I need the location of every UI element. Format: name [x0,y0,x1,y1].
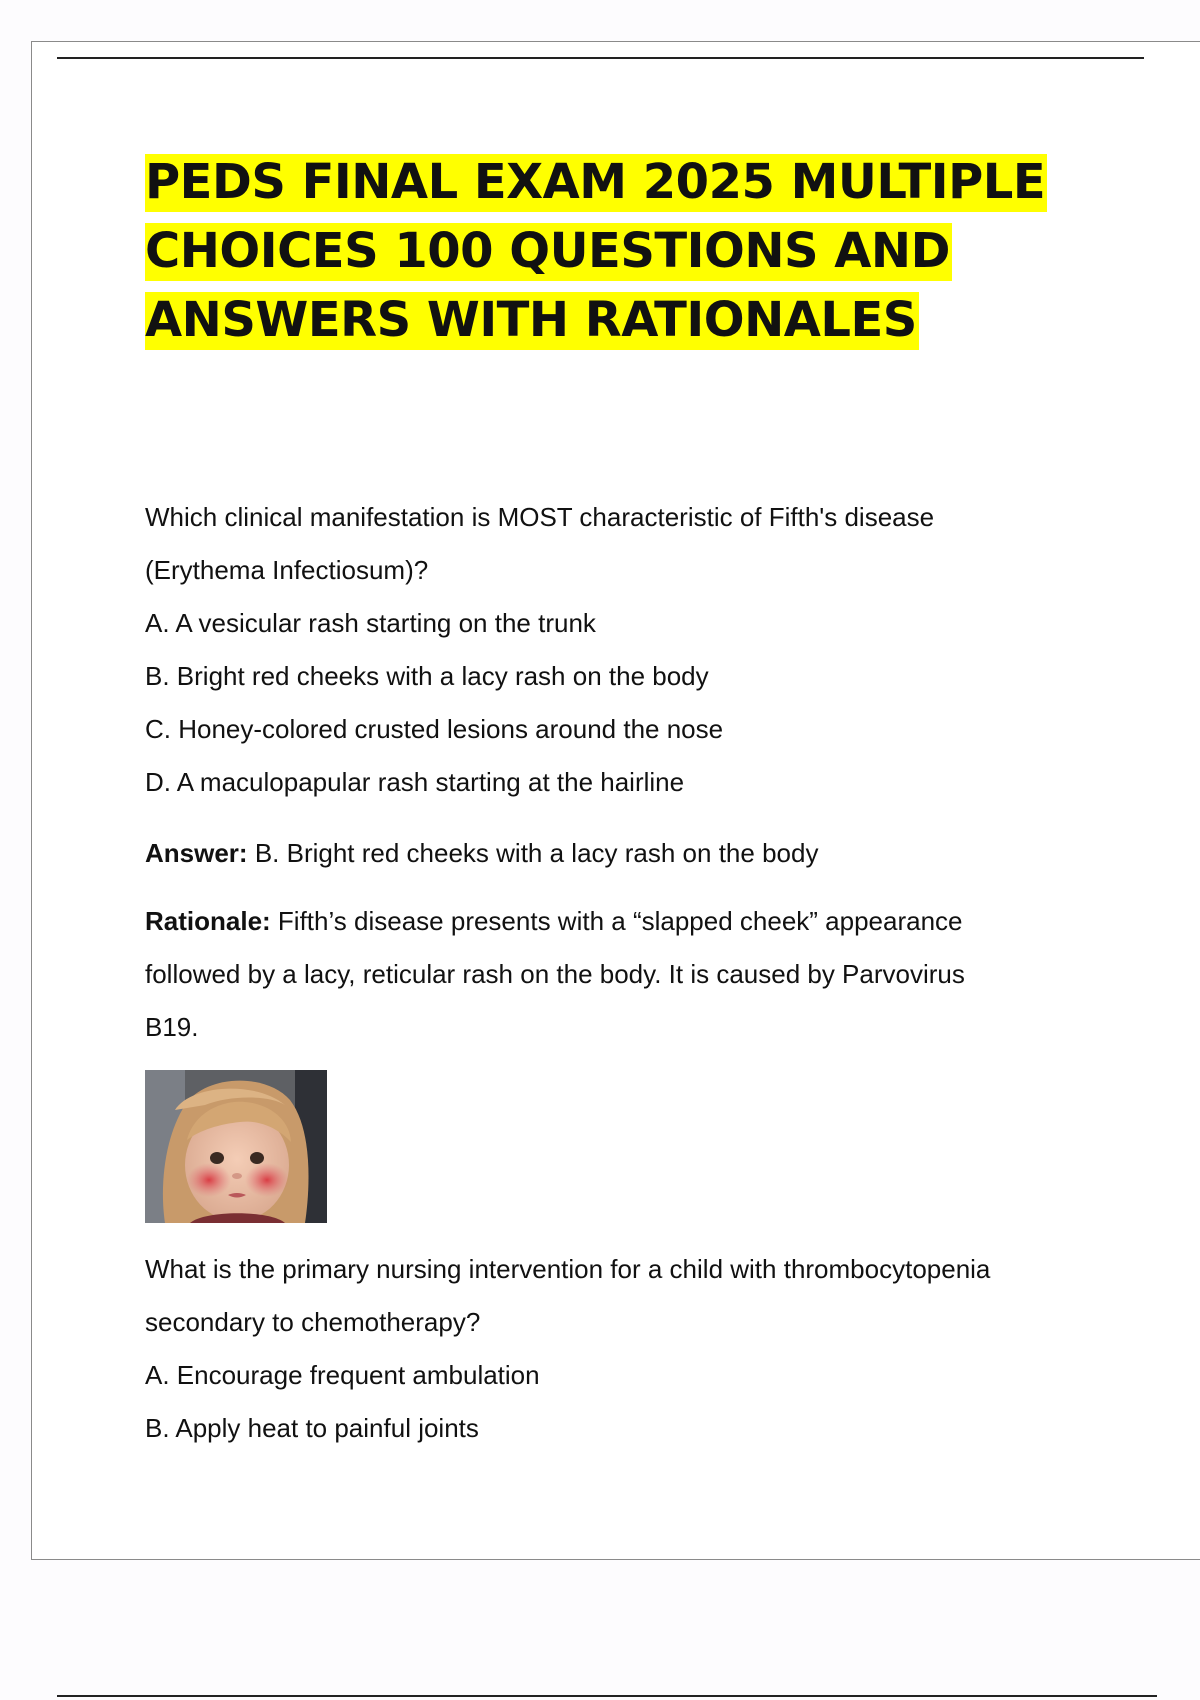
question-2-stem-cont: secondary to chemotherapy? [145,1307,481,1337]
footer-rule [57,1695,1157,1697]
document-title: PEDS FINAL EXAM 2025 MULTIPLE CHOICES 100 QUESTIONS AND ANSWERS WITH RATIONALES [145,154,1046,348]
slapped-cheek-photo [145,1070,327,1223]
answer-text: B. Bright red cheeks with a lacy rash on the body [254,838,819,868]
question-1-answer [145,827,1085,880]
header-rule [57,57,1144,59]
question-1 [145,491,1085,809]
question-1-option-a: A. A vesicular rash starting on the trunk [145,608,596,638]
question-2-option-b: B. Apply heat to painful joints [145,1413,479,1443]
question-1-option-c: C. Honey-colored crusted lesions around the nose [145,714,724,744]
rationale-label: Rationale: [145,906,271,936]
rationale-text-2: followed by a lacy, reticular rash on the body. It is caused by Parvovirus [145,959,965,989]
rationale-text-3: B19. [145,1012,199,1042]
question-1-rationale [145,895,1085,1054]
question-1-option-b: B. Bright red cheeks with a lacy rash on the body [145,661,709,691]
question-2-option-a: A. Encourage frequent ambulation [145,1360,540,1390]
question-2 [145,1243,1085,1455]
rationale-text-1: Fifth’s disease presents with a “slapped cheek” appearance [277,906,963,936]
answer-label: Answer: [145,838,248,868]
question-1-stem: Which clinical manifestation is MOST characteristic of Fifth's disease [145,502,935,532]
question-1-stem-cont: (Erythema Infectiosum)? [145,555,429,585]
question-1-option-d: D. A maculopapular rash starting at the hairline [145,767,685,797]
question-2-stem: What is the primary nursing intervention for a child with thrombocytopenia [145,1254,991,1284]
